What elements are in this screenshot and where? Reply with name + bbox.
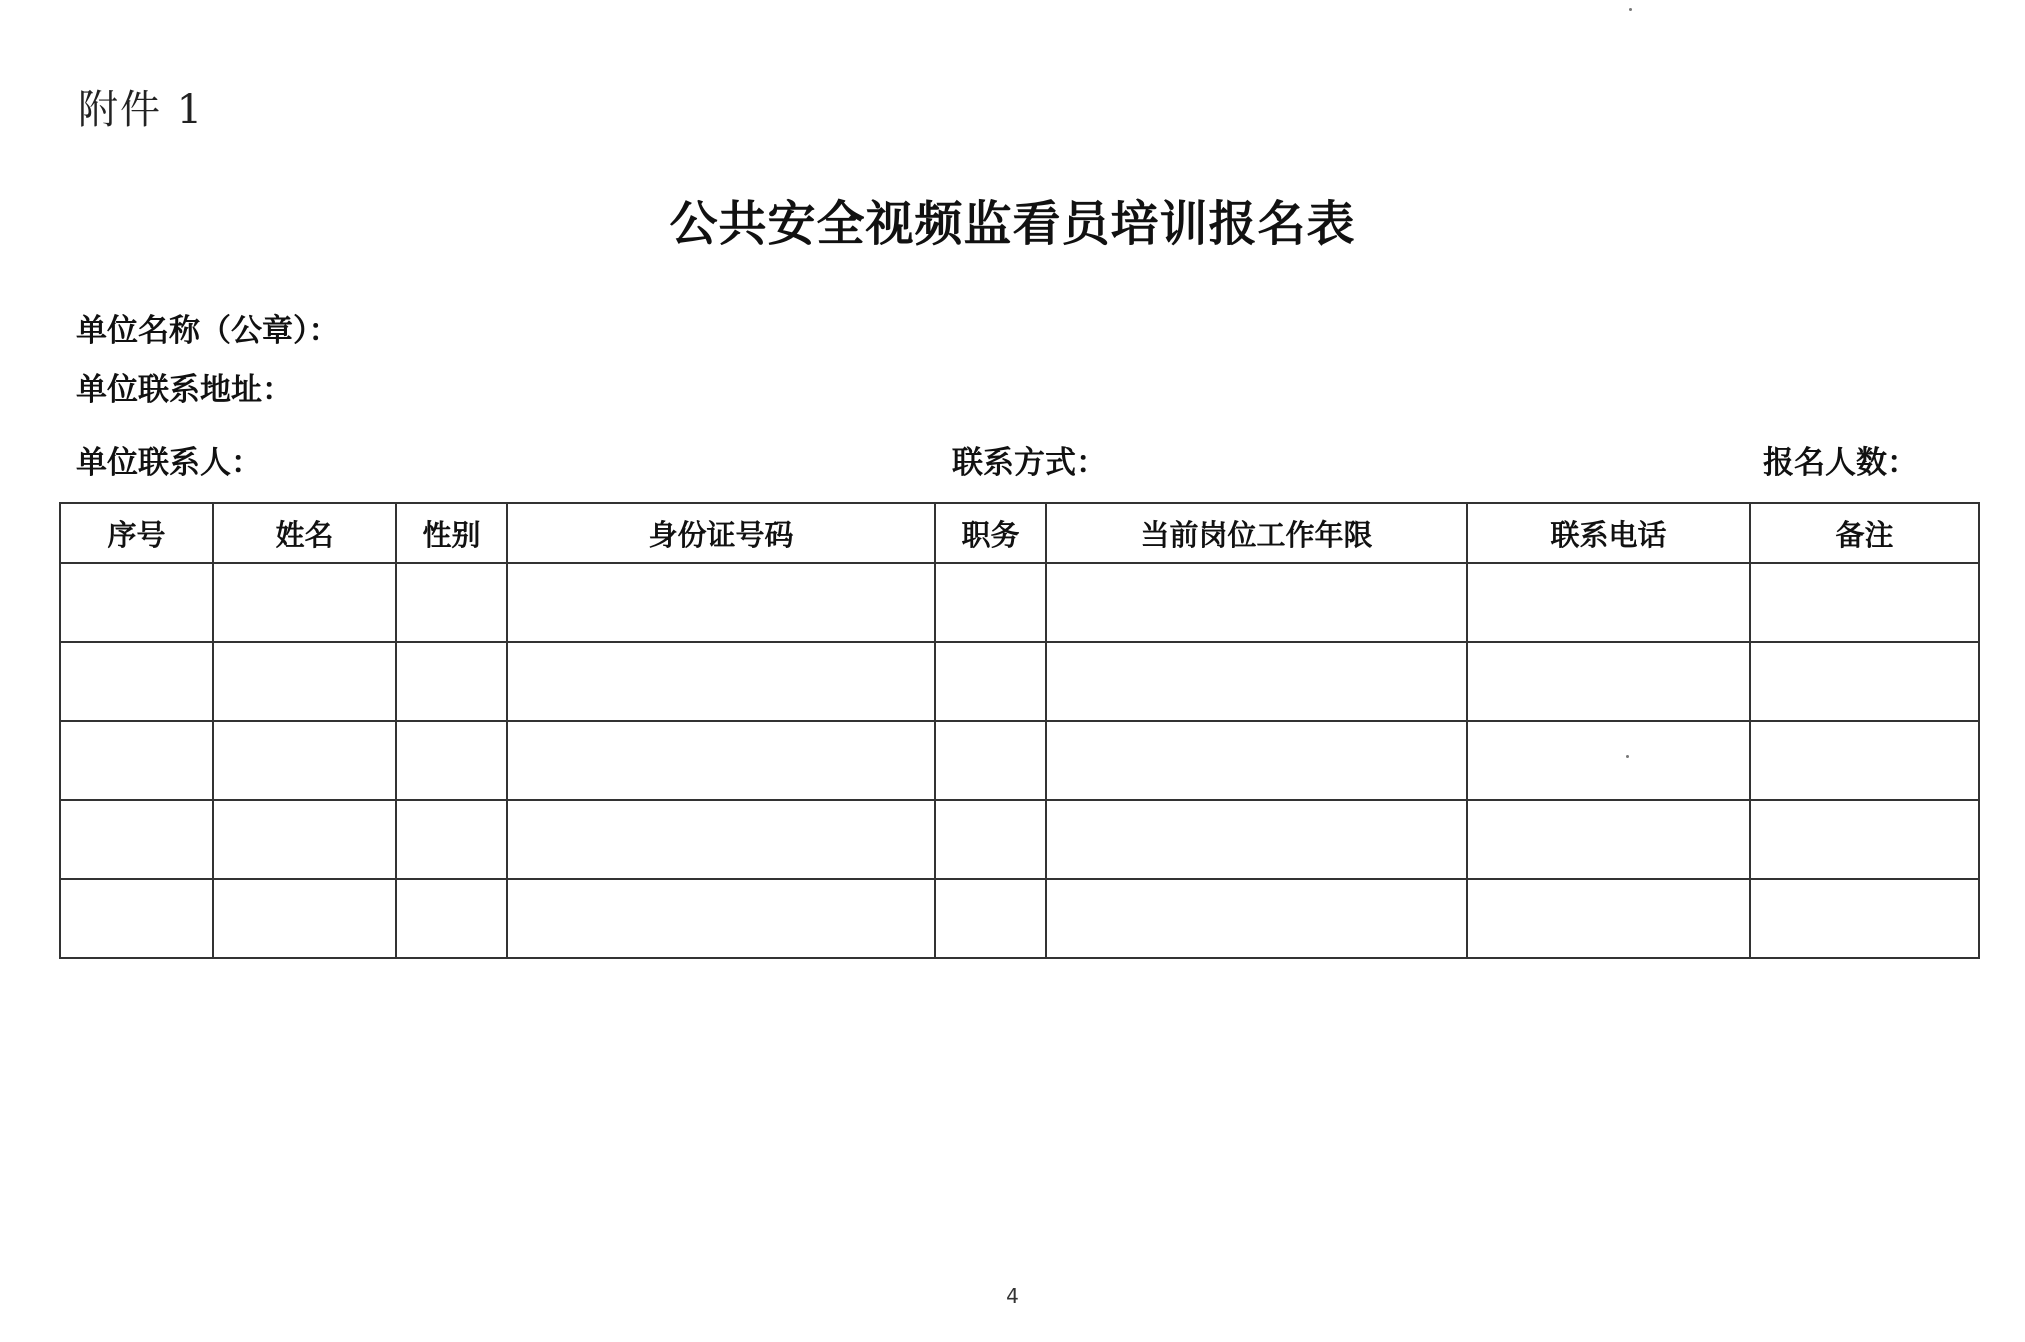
header-position: 职务 bbox=[935, 503, 1046, 563]
table-cell[interactable] bbox=[60, 879, 213, 958]
table-cell[interactable] bbox=[507, 563, 935, 642]
unit-address-label: 单位联系地址： bbox=[76, 372, 293, 408]
header-serial-number: 序号 bbox=[60, 503, 213, 563]
table-cell[interactable] bbox=[507, 800, 935, 879]
table-cell[interactable] bbox=[1750, 721, 1979, 800]
table-cell[interactable] bbox=[935, 642, 1046, 721]
table-cell[interactable] bbox=[213, 721, 396, 800]
table-cell[interactable] bbox=[935, 563, 1046, 642]
table-cell[interactable] bbox=[1467, 800, 1750, 879]
table-cell[interactable] bbox=[60, 563, 213, 642]
scan-speck bbox=[1629, 8, 1632, 11]
table-cell[interactable] bbox=[60, 800, 213, 879]
registration-table bbox=[59, 502, 1980, 959]
table-cell[interactable] bbox=[507, 879, 935, 958]
table-header-row bbox=[60, 503, 1979, 563]
table-row bbox=[60, 563, 1979, 642]
table-row bbox=[60, 800, 1979, 879]
table-cell[interactable] bbox=[1467, 563, 1750, 642]
table-cell[interactable] bbox=[213, 879, 396, 958]
header-years-in-post: 当前岗位工作年限 bbox=[1046, 503, 1467, 563]
table-cell[interactable] bbox=[935, 800, 1046, 879]
table-cell[interactable] bbox=[1750, 879, 1979, 958]
table-cell[interactable] bbox=[396, 642, 507, 721]
header-remarks: 备注 bbox=[1750, 503, 1979, 563]
table-cell[interactable] bbox=[1750, 800, 1979, 879]
header-gender: 性别 bbox=[396, 503, 507, 563]
header-id-number: 身份证号码 bbox=[507, 503, 935, 563]
table-cell[interactable] bbox=[507, 642, 935, 721]
table-cell[interactable] bbox=[213, 800, 396, 879]
page-number: 4 bbox=[1006, 1284, 1019, 1308]
table-cell[interactable] bbox=[1467, 879, 1750, 958]
table-cell[interactable] bbox=[1750, 563, 1979, 642]
table-row bbox=[60, 721, 1979, 800]
table-cell[interactable] bbox=[935, 721, 1046, 800]
table-cell[interactable] bbox=[1046, 721, 1467, 800]
table-cell[interactable] bbox=[1046, 879, 1467, 958]
table-cell[interactable] bbox=[1046, 563, 1467, 642]
table-cell[interactable] bbox=[1046, 642, 1467, 721]
table-cell[interactable] bbox=[935, 879, 1046, 958]
table-cell[interactable] bbox=[396, 879, 507, 958]
unit-name-label: 单位名称（公章）： bbox=[76, 313, 340, 349]
table-cell[interactable] bbox=[213, 642, 396, 721]
header-phone: 联系电话 bbox=[1467, 503, 1750, 563]
unit-contact-label: 单位联系人： bbox=[76, 445, 262, 481]
table-cell[interactable] bbox=[1750, 642, 1979, 721]
scan-speck bbox=[1626, 755, 1629, 758]
table-body bbox=[60, 563, 1979, 958]
contact-method-label: 联系方式： bbox=[952, 445, 1107, 481]
table-cell[interactable] bbox=[60, 721, 213, 800]
table-cell[interactable] bbox=[396, 721, 507, 800]
header-name: 姓名 bbox=[213, 503, 396, 563]
table-row bbox=[60, 879, 1979, 958]
table-cell[interactable] bbox=[1467, 642, 1750, 721]
table-cell[interactable] bbox=[1467, 721, 1750, 800]
table-cell[interactable] bbox=[396, 563, 507, 642]
table-cell[interactable] bbox=[60, 642, 213, 721]
attachment-label: 附件 1 bbox=[78, 87, 205, 133]
table-cell[interactable] bbox=[213, 563, 396, 642]
table-cell[interactable] bbox=[507, 721, 935, 800]
table-cell[interactable] bbox=[1046, 800, 1467, 879]
table-row bbox=[60, 642, 1979, 721]
form-title: 公共安全视频监看员培训报名表 bbox=[669, 196, 1356, 252]
applicant-count-label: 报名人数： bbox=[1763, 445, 1918, 481]
table-cell[interactable] bbox=[396, 800, 507, 879]
